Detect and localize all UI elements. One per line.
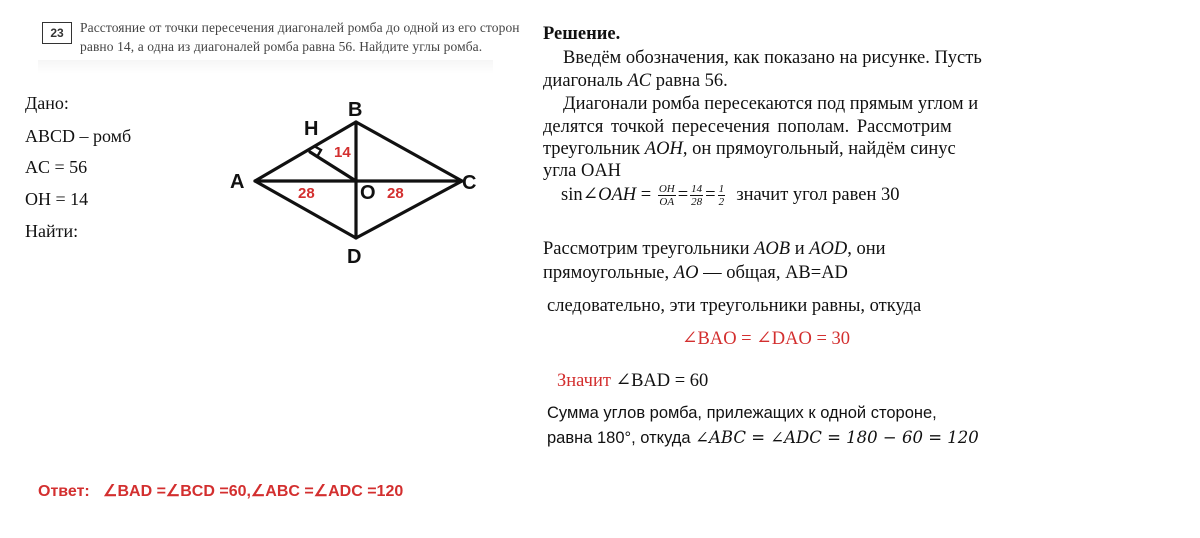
solution-p2-line1: Диагонали ромба пересекаются под прямым углом и — [563, 94, 979, 114]
conclusion-line: Значит ∠BAD = 60 — [557, 371, 709, 391]
solution-p2-line4: угла OAH — [543, 161, 622, 181]
solution-title: Решение. — [543, 24, 621, 44]
point-c-label: C — [462, 172, 477, 194]
point-h-label: H — [304, 118, 319, 140]
length-ao-label: 28 — [298, 185, 315, 202]
sine-equation: sin∠OAH = $\frac{OH}{OA}$ = $\frac{14}{28}$ = $\frac{1}{2}$ значит угол равен 30 — [561, 183, 900, 208]
solution-p3-line2: прямоугольные, AO — общая, AB=AD — [543, 263, 848, 283]
solution-p3-line1: Рассмотрим треугольники AOB и AOD, они — [543, 239, 886, 259]
length-oc-label: 28 — [387, 185, 404, 202]
point-o-label: O — [360, 182, 376, 204]
scan-smudge — [38, 60, 493, 74]
given-item-1: ABCD – ромб — [25, 126, 132, 146]
equal-angles-line: ∠BAO = ∠DAO = 30 — [682, 329, 851, 349]
solution-p4: следовательно, эти треугольники равны, откуда — [547, 296, 922, 316]
solution-p1-line1: Введём обозначения, как показано на рисунке. Пусть — [563, 48, 982, 68]
sum-line-1: Сумма углов ромба, прилежащих к одной стороне, — [547, 404, 937, 422]
given-item-2: AC = 56 — [25, 157, 88, 177]
given-heading: Дано: — [25, 93, 69, 113]
point-b-label: B — [348, 99, 363, 121]
solution-p2-line2: делятся точкой пересечения пополам. Рассмотрим — [543, 117, 952, 137]
point-a-label: A — [230, 171, 245, 193]
length-oh-label: 14 — [334, 144, 351, 161]
task-number: 23 — [42, 22, 72, 44]
point-d-label: D — [347, 246, 362, 268]
answer-line: Ответ: ∠BAD =∠BCD =60,∠ABC =∠ADC =120 — [38, 483, 404, 500]
find-label: Найти: — [25, 221, 79, 241]
problem-line-2: равно 14, а одна из диагоналей ромба равна 56. Найдите углы ромба. — [80, 39, 483, 54]
given-item-3: OH = 14 — [25, 189, 89, 209]
fraction-14-28: $\frac{14}{28}$ — [691, 183, 703, 208]
solution-p2-line3: треугольник AOH, он прямоугольный, найдём синус — [543, 139, 956, 159]
problem-statement — [38, 14, 520, 76]
problem-line-1: Расстояние от точки пересечения диагоналей ромба до одной из его сторон — [80, 20, 520, 35]
solution-p1-line2: диагональ AC равна 56. — [543, 71, 728, 91]
rhombus-figure — [222, 95, 484, 270]
sum-line-2: равна 180°, откуда ∠ABC = ∠ADC = 180 − 60 = 120 — [547, 428, 979, 447]
fraction-1-2: $\frac{1}{2}$ — [718, 183, 725, 208]
fraction-oh-oa: $\frac{OH}{OA}$ — [658, 183, 675, 208]
